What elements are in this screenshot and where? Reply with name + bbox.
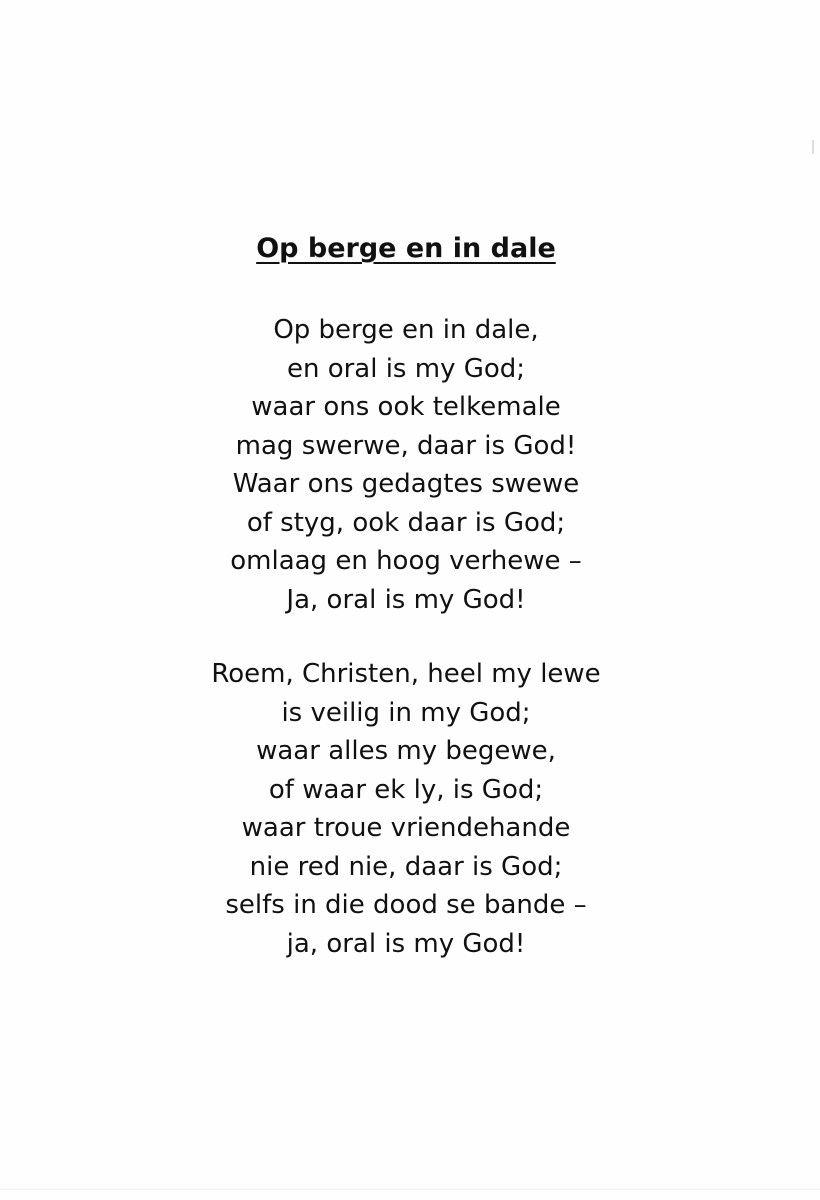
verse-line: nie red nie, daar is God;	[249, 851, 563, 882]
verse-line: Ja, oral is my God!	[286, 584, 526, 615]
verse-line: waar ons ook telkemale	[251, 392, 561, 422]
verse-line: selfs in die dood se bande –	[225, 890, 587, 920]
verse-line: waar troue vriendehande	[241, 813, 571, 843]
scan-edge-line	[0, 1189, 820, 1190]
stanza-2	[0, 655, 812, 963]
verse-line: ja, oral is my God!	[286, 928, 526, 959]
scan-artifact	[812, 140, 814, 154]
verse-line: en oral is my God;	[286, 353, 526, 384]
verse-line: of styg, ook daar is God;	[246, 507, 566, 538]
verse-line: of waar ek ly, is God;	[268, 774, 544, 805]
verse-line: mag swerwe, daar is God!	[235, 430, 577, 461]
verse-line: is veilig in my God;	[281, 697, 531, 728]
stanza-1	[0, 311, 812, 619]
verse-line: omlaag en hoog verhewe –	[230, 546, 582, 576]
verse-line: Roem, Christen, heel my lewe	[211, 659, 601, 689]
verse-line: waar alles my begewe,	[256, 736, 556, 766]
verse-line: Waar ons gedagtes swewe	[232, 469, 580, 499]
poem-title: Op berge en in dale	[256, 233, 556, 264]
verse-line: Op berge en in dale,	[273, 315, 539, 345]
